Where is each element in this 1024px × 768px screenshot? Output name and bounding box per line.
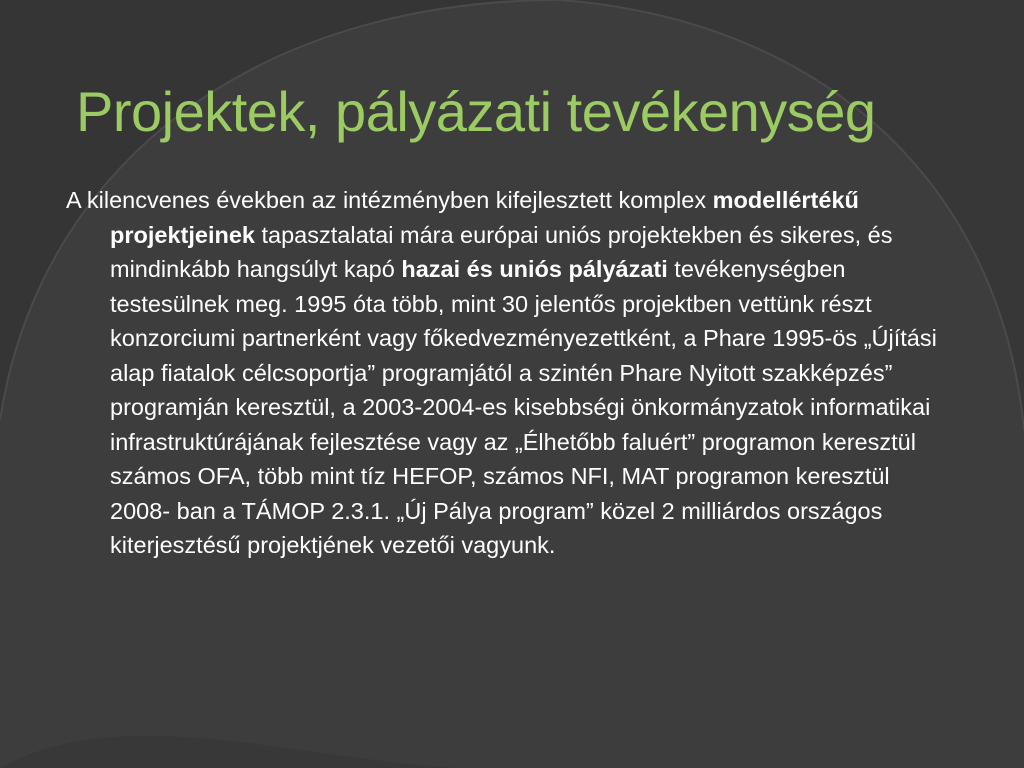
body-text-2: tapasztalatai mára európai uniós projektekben és sikeres, és mindinkább hangsúlyt kapó: [110, 221, 893, 282]
slide-title: Projektek, pályázati tevékenység: [76, 80, 876, 143]
body-paragraph: [66, 183, 946, 563]
body-text-3: tevékenységben testesülnek meg. 1995 óta több, mint 30 jelentős projektben vettünk részt konzorciumi partnerként vagy főkedvezményezettként, a Phare 1995-ös „Újítási alap fiatalok célcsoportja” programjától a szintén Phare Nyitott szakképzés” programján keresztül, a 2003-2004-es kisebbségi önkormányzatok informatikai infrastruktúrájának fejlesztése vagy az „Élhetőbb faluért” programon keresztül számos OFA, több mint tíz HEFOP, számos NFI, MAT programon keresztül 2008- ban a TÁMOP 2.3.1. „Új Pálya program” közel 2 milliárdos országos kiterjesztésű projektjének vezetői vagyunk.: [110, 256, 937, 558]
body-text-1: A kilencvenes években az intézményben kifejlesztett komplex: [66, 187, 713, 213]
slide-body: [66, 183, 946, 563]
body-bold-1: modellértékű projektjeinek: [110, 187, 859, 248]
body-bold-2: hazai és uniós pályázati: [401, 256, 668, 282]
